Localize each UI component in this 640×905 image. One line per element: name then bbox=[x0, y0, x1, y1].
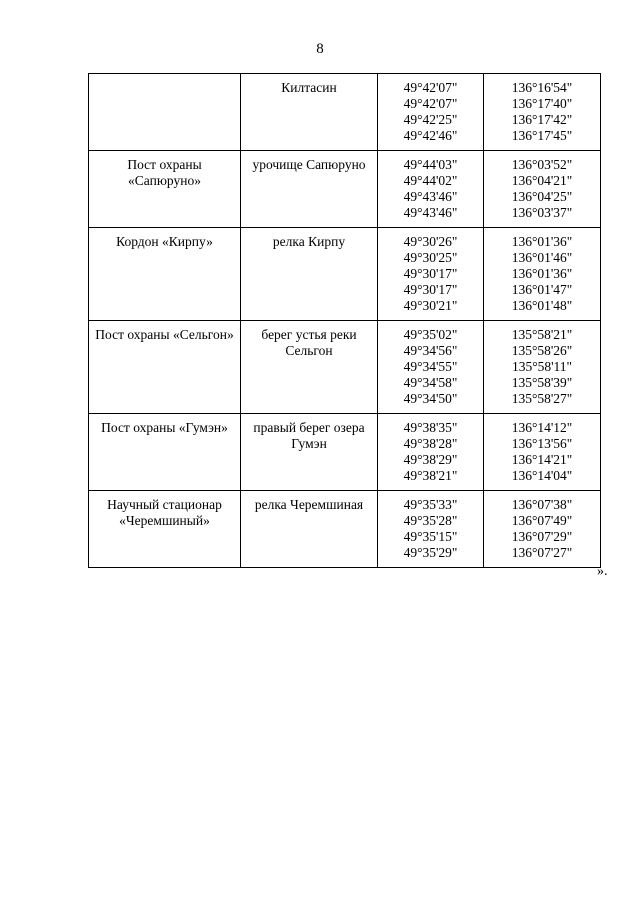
longitude-value: 136°07'38" bbox=[511, 497, 573, 512]
object-name-cell bbox=[89, 321, 241, 414]
latitude-value: 49°30'25" bbox=[403, 250, 458, 265]
longitude-value: 136°16'54" bbox=[511, 80, 573, 95]
location-line: берег устья реки bbox=[261, 327, 357, 342]
latitude-value: 49°34'58" bbox=[403, 375, 458, 390]
longitude-cell bbox=[484, 228, 601, 321]
longitude-value: 136°14'21" bbox=[511, 452, 573, 467]
object-name-line: Пост охраны «Гумэн» bbox=[101, 420, 228, 435]
object-name-line: Научный стационар bbox=[107, 497, 222, 512]
table-row bbox=[89, 414, 601, 491]
longitude-cell bbox=[484, 151, 601, 228]
longitude-value: 136°17'42" bbox=[511, 112, 573, 127]
latitude-value: 49°38'29" bbox=[403, 452, 458, 467]
object-name-line: Пост охраны bbox=[127, 157, 202, 172]
location-line: релка Черемшиная bbox=[254, 497, 364, 512]
longitude-value: 135°58'39" bbox=[511, 375, 573, 390]
latitude-value: 49°30'17" bbox=[403, 266, 458, 281]
longitude-value: 136°13'56" bbox=[511, 436, 573, 451]
closing-quote-mark: ». bbox=[597, 564, 608, 579]
longitude-value: 136°01'46" bbox=[511, 250, 573, 265]
longitude-value: 136°07'49" bbox=[511, 513, 573, 528]
latitude-value: 49°34'56" bbox=[403, 343, 458, 358]
table-row bbox=[89, 151, 601, 228]
object-name-line: Кордон «Кирпу» bbox=[116, 234, 213, 249]
longitude-value: 136°04'21" bbox=[511, 173, 573, 188]
longitude-value: 136°17'40" bbox=[511, 96, 573, 111]
object-name-line: «Сапюруно» bbox=[128, 173, 201, 188]
location-line: урочище Сапюруно bbox=[252, 157, 366, 172]
object-name-cell bbox=[89, 74, 241, 151]
latitude-value: 49°42'25" bbox=[403, 112, 458, 127]
latitude-value: 49°30'21" bbox=[403, 298, 458, 313]
longitude-value: 136°14'12" bbox=[511, 420, 573, 435]
latitude-value: 49°34'50" bbox=[403, 391, 458, 406]
longitude-value: 135°58'27" bbox=[511, 391, 573, 406]
object-name-cell bbox=[89, 414, 241, 491]
latitude-value: 49°30'26" bbox=[403, 234, 458, 249]
location-cell bbox=[241, 414, 378, 491]
longitude-value: 136°17'45" bbox=[511, 128, 573, 143]
latitude-cell bbox=[378, 491, 484, 568]
longitude-cell bbox=[484, 321, 601, 414]
location-line: Сельгон bbox=[285, 343, 333, 358]
latitude-value: 49°44'03" bbox=[403, 157, 458, 172]
object-name-cell bbox=[89, 491, 241, 568]
location-cell bbox=[241, 151, 378, 228]
object-name-line: Пост охраны «Сельгон» bbox=[95, 327, 234, 342]
object-name-cell bbox=[89, 228, 241, 321]
latitude-value: 49°38'35" bbox=[403, 420, 458, 435]
longitude-value: 136°03'37" bbox=[511, 205, 573, 220]
latitude-value: 49°30'17" bbox=[403, 282, 458, 297]
latitude-value: 49°42'07" bbox=[403, 80, 458, 95]
latitude-cell bbox=[378, 228, 484, 321]
longitude-value: 135°58'11" bbox=[511, 359, 573, 374]
table-row bbox=[89, 228, 601, 321]
longitude-value: 136°01'36" bbox=[511, 266, 573, 281]
location-cell bbox=[241, 321, 378, 414]
latitude-value: 49°44'02" bbox=[403, 173, 458, 188]
latitude-cell bbox=[378, 151, 484, 228]
longitude-cell bbox=[484, 74, 601, 151]
longitude-value: 136°14'04" bbox=[511, 468, 573, 483]
longitude-value: 136°01'36" bbox=[511, 234, 573, 249]
location-line: правый берег озера bbox=[253, 420, 365, 435]
latitude-value: 49°35'15" bbox=[403, 529, 458, 544]
longitude-cell bbox=[484, 414, 601, 491]
location-cell bbox=[241, 74, 378, 151]
location-line: Гумэн bbox=[291, 436, 327, 451]
latitude-value: 49°35'28" bbox=[403, 513, 458, 528]
page-number: 8 bbox=[316, 41, 324, 57]
longitude-value: 136°01'48" bbox=[511, 298, 573, 313]
latitude-value: 49°35'33" bbox=[403, 497, 458, 512]
table-row bbox=[89, 491, 601, 568]
latitude-value: 49°38'28" bbox=[403, 436, 458, 451]
longitude-value: 136°07'27" bbox=[511, 545, 573, 560]
location-line: релка Кирпу bbox=[272, 234, 346, 249]
longitude-value: 135°58'26" bbox=[511, 343, 573, 358]
latitude-value: 49°35'02" bbox=[403, 327, 458, 342]
latitude-value: 49°42'07" bbox=[403, 96, 458, 111]
latitude-value: 49°35'29" bbox=[403, 545, 458, 560]
longitude-value: 135°58'21" bbox=[511, 327, 573, 342]
location-cell bbox=[241, 228, 378, 321]
longitude-value: 136°03'52" bbox=[511, 157, 573, 172]
latitude-value: 49°42'46" bbox=[403, 128, 458, 143]
latitude-cell bbox=[378, 321, 484, 414]
coordinates-table-body bbox=[89, 74, 601, 568]
latitude-cell bbox=[378, 414, 484, 491]
longitude-value: 136°01'47" bbox=[511, 282, 573, 297]
table-row bbox=[89, 321, 601, 414]
coordinates-table bbox=[88, 73, 601, 568]
location-line: Килтасин bbox=[281, 80, 337, 95]
table-row bbox=[89, 74, 601, 151]
latitude-cell bbox=[378, 74, 484, 151]
longitude-value: 136°04'25" bbox=[511, 189, 573, 204]
object-name-cell bbox=[89, 151, 241, 228]
location-cell bbox=[241, 491, 378, 568]
latitude-value: 49°38'21" bbox=[403, 468, 458, 483]
latitude-value: 49°43'46" bbox=[403, 205, 458, 220]
longitude-value: 136°07'29" bbox=[511, 529, 573, 544]
longitude-cell bbox=[484, 491, 601, 568]
latitude-value: 49°43'46" bbox=[403, 189, 458, 204]
object-name-line: «Черемшиный» bbox=[119, 513, 210, 528]
latitude-value: 49°34'55" bbox=[403, 359, 458, 374]
